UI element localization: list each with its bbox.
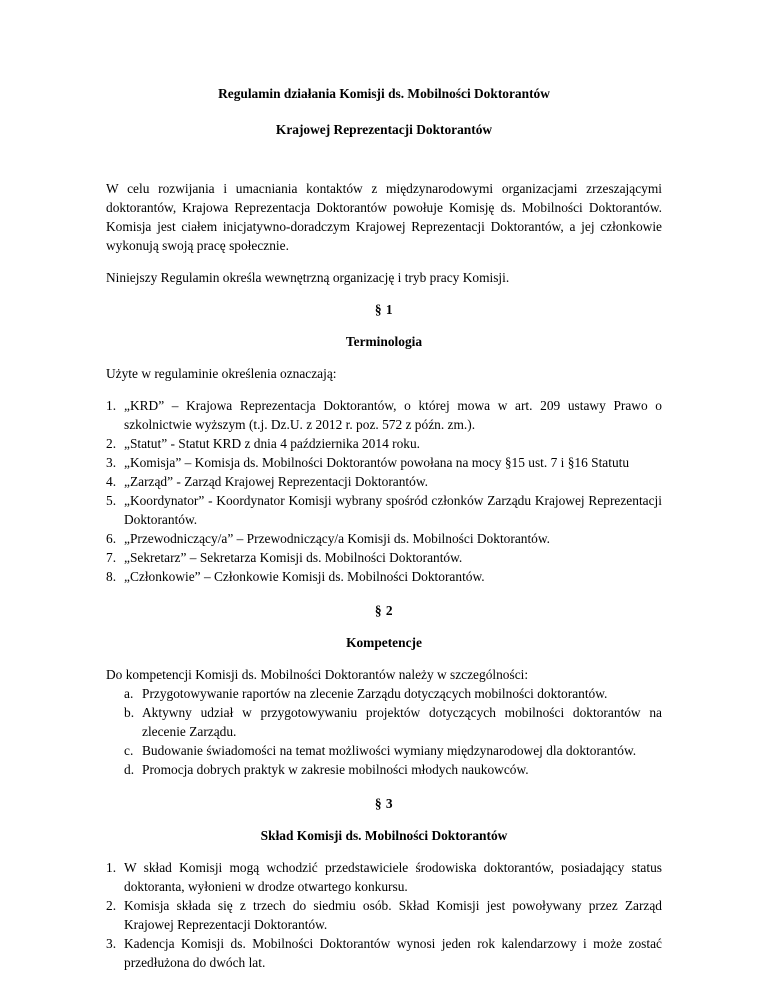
- section-title: Terminologia: [345, 334, 423, 349]
- list-item: [106, 934, 662, 972]
- list-marker: 4.: [106, 474, 117, 489]
- list-marker: 3.: [106, 455, 117, 470]
- list-marker: 6.: [106, 531, 117, 546]
- list-item-text: „Koordynator” - Koordynator Komisji wybrany spośród członków Zarządu Krajowej Reprezentacji Doktorantów.: [124, 493, 662, 527]
- list-item: [106, 567, 662, 586]
- list-item: [106, 491, 662, 529]
- list-item: [106, 858, 662, 896]
- list-item-text: Przygotowywanie raportów na zlecenie Zarządu dotyczących mobilności doktorantów.: [142, 686, 608, 701]
- document-subtitle: Krajowej Reprezentacji Doktorantów: [275, 122, 493, 137]
- list-item-text: „Przewodniczący/a” – Przewodniczący/a Komisji ds. Mobilności Doktorantów.: [124, 531, 551, 546]
- list-marker: 8.: [106, 569, 117, 584]
- list-item-text: „KRD” – Krajowa Reprezentacja Doktorantów, o której mowa w art. 209 ustawy Prawo o szkolnictwie wyższym (t.j. Dz.U. z 2012 r. poz. 572 z późn. zm.).: [124, 398, 662, 432]
- section-title: Skład Komisji ds. Mobilności Doktorantów: [260, 828, 508, 843]
- competences-list: [106, 684, 662, 779]
- definitions-list: [106, 396, 662, 586]
- list-item-text: „Zarząd” - Zarząd Krajowej Reprezentacji Doktorantów.: [124, 474, 428, 489]
- list-item: [106, 396, 662, 434]
- list-item: [106, 472, 662, 491]
- document-title: Regulamin działania Komisji ds. Mobilności Doktorantów: [218, 86, 550, 101]
- list-marker: d.: [124, 762, 135, 777]
- list-item-text: Komisja składa się z trzech do siedmiu osób. Skład Komisji jest powoływany przez Zarząd Krajowej Reprezentacji Doktorantów.: [124, 898, 662, 932]
- list-item-text: Kadencja Komisji ds. Mobilności Doktorantów wynosi jeden rok kalendarzowy i może zostać przedłużona do dwóch lat.: [124, 936, 662, 970]
- list-item: [106, 684, 662, 703]
- list-item-text: Budowanie świadomości na temat możliwości wymiany międzynarodowej dla doktorantów.: [142, 743, 637, 758]
- list-marker: 3.: [106, 936, 117, 951]
- scope-paragraph: Niniejszy Regulamin określa wewnętrzną organizację i tryb pracy Komisji.: [106, 270, 510, 285]
- list-item: [106, 896, 662, 934]
- list-item-text: „Statut” - Statut KRD z dnia 4 października 2014 roku.: [124, 436, 421, 451]
- intro-paragraph: W celu rozwijania i umacniania kontaktów z międzynarodowymi organizacjami zrzeszającymi doktorantów, Krajowa Reprezentacja Doktorantów powołuje Komisję ds. Mobilności Doktorantów. Komisja jest ciałem inicjatywno-doradczym Krajowej Reprezentacji Doktorantów, a jej członkowie wykonują swoją pracę społecznie.: [106, 181, 662, 253]
- section-1: [106, 300, 662, 586]
- list-marker: 5.: [106, 493, 117, 508]
- list-item: [106, 760, 662, 779]
- list-item: [106, 453, 662, 472]
- section-2: [106, 601, 662, 779]
- list-marker: 1.: [106, 398, 117, 413]
- list-marker: 1.: [106, 860, 117, 875]
- section-title: Kompetencje: [346, 635, 422, 650]
- section-3: [106, 794, 662, 972]
- list-marker: 2.: [106, 436, 117, 451]
- list-item-text: „Członkowie” – Członkowie Komisji ds. Mobilności Doktorantów.: [124, 569, 485, 584]
- list-item: [106, 434, 662, 453]
- list-item-text: Promocja dobrych praktyk w zakresie mobilności młodych naukowców.: [142, 762, 529, 777]
- section-number: § 1: [374, 302, 394, 317]
- section-lead: Do kompetencji Komisji ds. Mobilności Doktorantów należy w szczególności:: [106, 667, 529, 682]
- list-item: [106, 548, 662, 567]
- list-marker: a.: [124, 686, 134, 701]
- list-marker: b.: [124, 705, 135, 720]
- list-item: [106, 529, 662, 548]
- list-item-text: Aktywny udział w przygotowywaniu projektów dotyczących mobilności doktorantów na zlecenie Zarządu.: [142, 705, 662, 739]
- list-marker: 2.: [106, 898, 117, 913]
- section-number: § 3: [374, 796, 394, 811]
- section-lead: Użyte w regulaminie określenia oznaczają:: [106, 366, 337, 381]
- list-marker: c.: [124, 743, 134, 758]
- composition-list: [106, 858, 662, 972]
- list-item-text: W skład Komisji mogą wchodzić przedstawiciele środowiska doktorantów, posiadający status doktoranta, wyłonieni w drodze otwartego konkursu.: [124, 860, 662, 894]
- list-item-text: „Komisja” – Komisja ds. Mobilności Doktorantów powołana na mocy §15 ust. 7 i §16 Statutu: [124, 455, 630, 470]
- list-item-text: „Sekretarz” – Sekretarza Komisji ds. Mobilności Doktorantów.: [124, 550, 463, 565]
- list-item: [106, 703, 662, 741]
- list-item: [106, 741, 662, 760]
- list-marker: 7.: [106, 550, 117, 565]
- section-number: § 2: [374, 603, 394, 618]
